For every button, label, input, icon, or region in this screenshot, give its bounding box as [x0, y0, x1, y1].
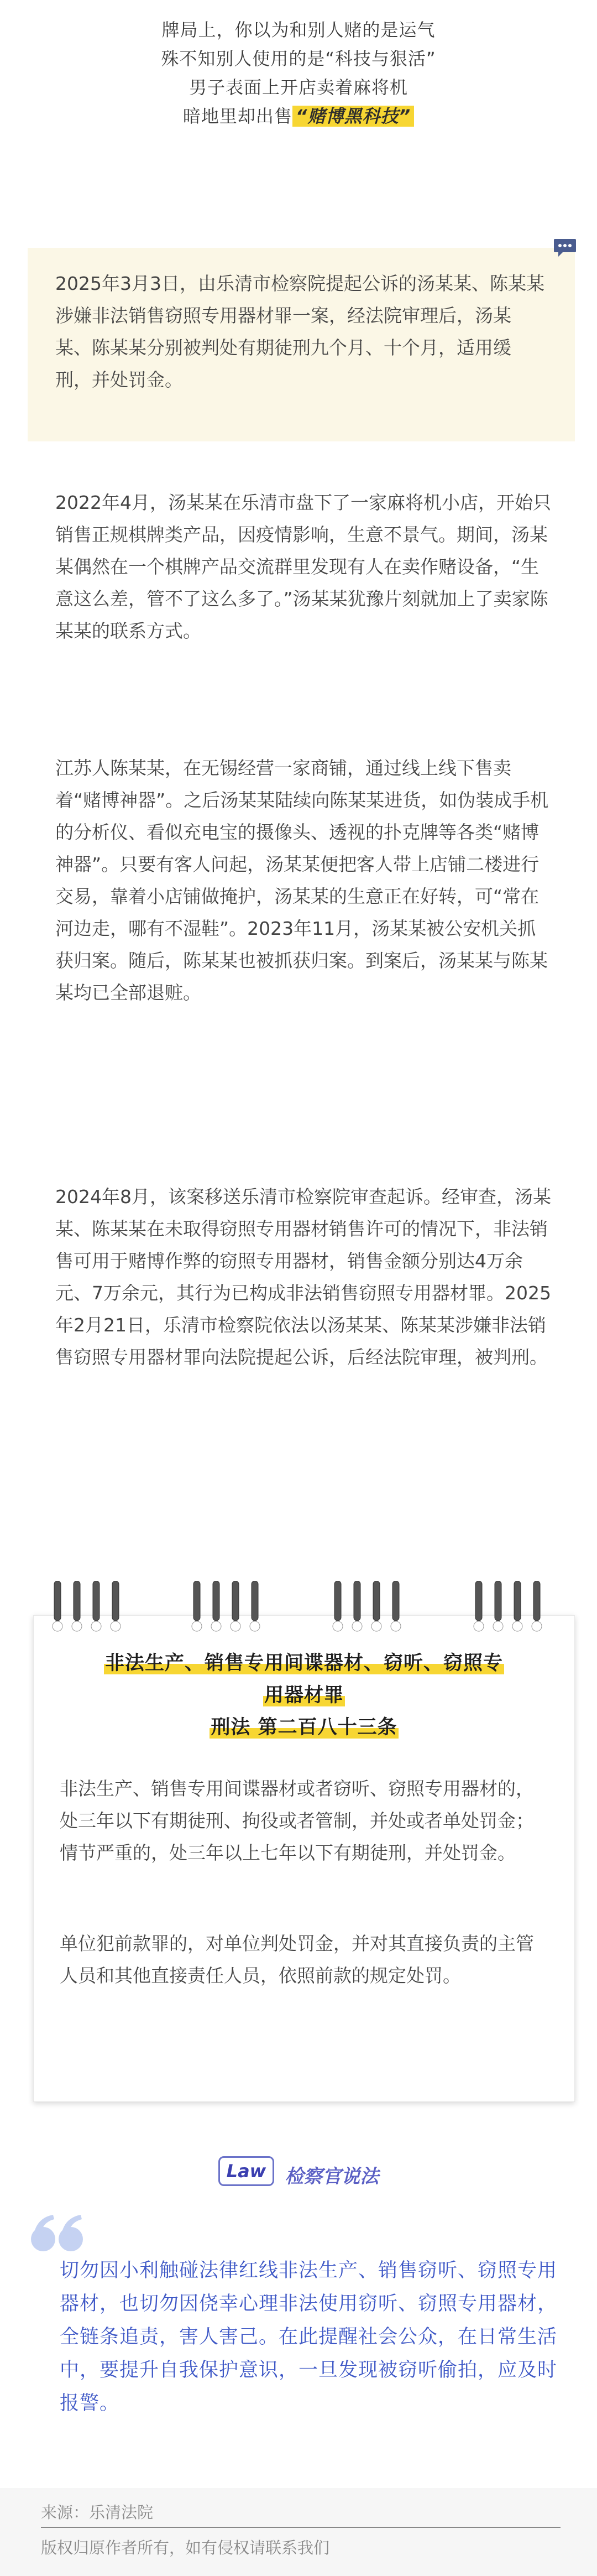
intro-line-1: 牌局上，你以为和别人赌的是运气 [161, 19, 436, 40]
summary-text: 2025年3月3日，由乐清市检察院提起公诉的汤某某、陈某某涉嫌非法销售窃照专用器材罪一案，经法院审理后，汤某某、陈某某分别被判处有期徒刑九个月、十个月，适用缓刑，并处罚金。 [55, 273, 544, 391]
law-title [33, 1647, 575, 1744]
law-badge: Law [218, 2156, 275, 2186]
intro-line-4 [0, 102, 597, 131]
footer-source: 来源：乐清法院 [41, 2503, 154, 2522]
law-article [33, 1711, 575, 1744]
law-title-line-2-text: 用器材罪 [264, 1684, 344, 1706]
prosecutor-advice-text: 切勿因小利触碰法律红线非法生产、销售窃听、窃照专用器材，也切勿因侥幸心理非法使用窃听、窃照专用器材，全链条追责，害人害己。在此提醒社会公众，在日常生活中，要提升自我保护意识，一旦发现被窃听偷拍，应及时报警。 [60, 2260, 558, 2414]
intro-highlight: “赌博黑科技” [292, 106, 414, 127]
intro-block [0, 15, 597, 131]
law-title-line-2 [33, 1679, 575, 1711]
summary-box [28, 248, 575, 441]
intro-line-3: 男子表面上开店卖着麻将机 [188, 77, 408, 98]
quote-icon [28, 2211, 88, 2256]
law-title-line-1-text: 非法生产、销售专用间谍器材、窃听、窃照专 [104, 1652, 503, 1674]
notebook-rings-icon [33, 1581, 575, 1634]
paragraph-2: 江苏人陈某某，在无锡经营一家商铺，通过线上线下售卖着“赌博神器”。之后汤某某陆续向陈某某进货，如伪装成手机的分析仪、看似充电宝的摄像头、透视的扑克牌等各类“赌博神器”。只要有客人问起，汤某某便把客人带上店铺二楼进行交易，靠着小店铺做掩护，汤某某的生意正在好转，可“常在河边走，哪有不湿鞋”。2023年11月，汤某某被公安机关抓获归案。随后，陈某某也被抓获归案。到案后，汤某某与陈某某均已全部退赃。 [55, 757, 549, 1003]
intro-line-2: 殊不知别人使用的是“科技与狠活” [161, 48, 436, 69]
law-body-1: 非法生产、销售专用间谍器材或者窃听、窃照专用器材的，处三年以下有期徒刑、拘役或者管制，并处或者单处罚金；情节严重的，处三年以上七年以下有期徒刑，并处罚金。 [60, 1778, 534, 1864]
paragraph-1: 2022年4月，汤某某在乐清市盘下了一家麻将机小店，开始只销售正规棋牌类产品，因疫情影响，生意不景气。期间，汤某某偶然在一个棋牌产品交流群里发现有人在卖作赌设备，“生意这么差，管不了这么多了。”汤某某犹豫片刻就加上了卖家陈某某的联系方式。 [55, 492, 551, 642]
law-body-2: 单位犯前款罪的，对单位判处罚金，并对其直接负责的主管人员和其他直接责任人员，依照前款的规定处罚。 [60, 1933, 534, 1986]
law-article-text: 刑法 第二百八十三条 [211, 1716, 397, 1739]
prosecutor-heading-text: 检察官说法 [285, 2166, 379, 2188]
footer-divider [41, 2527, 561, 2528]
footer-copyright: 版权归原作者所有，如有侵权请联系我们 [41, 2538, 330, 2557]
chat-bubble-icon [553, 238, 577, 258]
law-title-line-1 [33, 1647, 575, 1679]
intro-line-4-prefix: 暗地里却出售 [182, 106, 292, 127]
paragraph-3: 2024年8月，该案移送乐清市检察院审查起诉。经审查，汤某某、陈某某在未取得窃照专用器材销售许可的情况下，非法销售可用于赌博作弊的窃照专用器材，销售金额分别达4万余元、7万余元，其行为已构成非法销售窃照专用器材罪。2025年2月21日，乐清市检察院依法以汤某某、陈某某涉嫌非法销售窃照专用器材罪向法院提起公诉，后经法院审理，被判刑。 [55, 1186, 551, 1368]
prosecutor-heading [0, 2156, 597, 2188]
